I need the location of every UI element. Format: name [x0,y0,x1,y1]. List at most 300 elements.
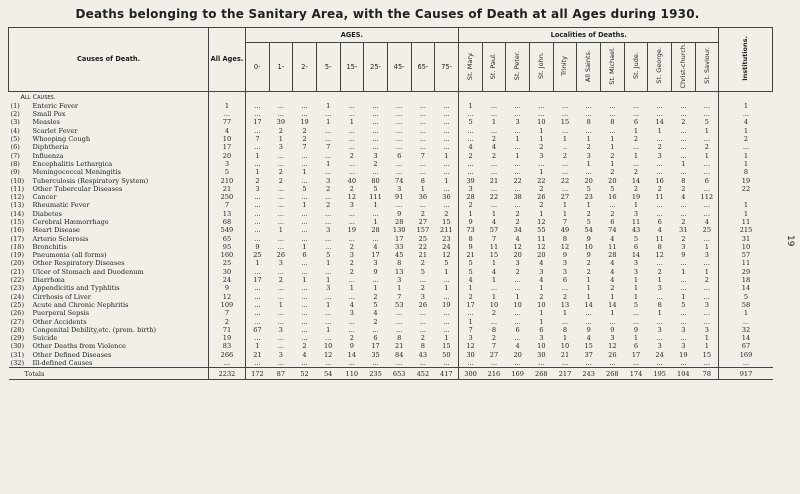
value-cell: 2 [681,234,686,243]
value-cell: 1 [255,151,260,160]
value-cell: ... [514,276,521,285]
value-cell: ... [325,309,332,318]
value-cell: 109 [209,301,246,309]
header-age-8: 75- [435,43,459,92]
cause-name: Ulcer of Stomach and Duodenum [32,267,144,276]
value-cell: ... [435,102,459,110]
value-cell: ... [435,326,459,334]
value-cell: 216 [482,368,506,380]
cause-cell [9,342,209,350]
value-cell: 2 [681,217,686,226]
value-cell: 3 [586,151,591,160]
value-cell: 1 [255,259,260,268]
value-cell: 20 [513,251,522,260]
value-cell: ... [656,135,663,144]
cause-cell [9,226,209,234]
value-cell: 160 [209,251,246,259]
value-cell: 1 [491,276,497,285]
value-cell: ... [348,234,355,243]
value-cell: 11 [489,242,499,251]
cause-name: Enteric Fever [32,101,79,110]
table-row [9,210,773,218]
value-cell: ... [609,110,616,119]
header-age-5: 25- [364,43,388,92]
value-cell: 15 [435,342,459,350]
value-cell: 4 [302,350,307,359]
group-label: All Causes. [9,91,209,102]
value-cell: ... [680,168,687,177]
value-cell: 3 [373,259,378,268]
value-cell: 13 [209,210,246,218]
cause-name: Rheumatic Fever [32,201,90,210]
value-cell: ... [419,101,427,110]
cause-name: Measles [32,118,60,127]
value-cell: 50 [435,351,459,359]
value-cell: 6 [373,334,378,343]
value-cell: 1 [610,143,615,152]
value-cell: 4 [491,217,497,226]
value-cell: ... [435,143,459,151]
value-cell: 40 [347,176,357,185]
value-cell: 2 [468,151,473,160]
value-cell: 4 [695,218,719,226]
table-row [9,201,773,209]
value-cell: 2 [515,267,520,276]
value-cell: 1 [302,242,307,251]
value-cell: 1 [743,126,749,135]
value-cell: 43 [418,350,428,359]
value-cell: 452 [411,368,435,380]
value-cell: 3 [397,276,402,285]
value-cell: 25 [695,226,719,234]
value-cell: 1 [695,152,719,160]
value-cell: ... [372,143,379,152]
value-cell: 300 [458,368,482,380]
value-cell: ... [277,217,284,226]
value-cell: 2 [420,259,425,268]
value-cell: 14 [741,334,751,343]
table-row [9,342,773,350]
value-cell: 2 [373,159,378,168]
cause-cell [9,152,209,160]
header-locality-5: All Saints. [577,43,601,92]
value-cell: 2 [468,292,473,301]
value-cell: 1 [586,292,591,301]
value-cell: 5 [209,168,246,176]
value-cell: 4 [657,226,662,235]
value-cell: 11 [741,217,751,226]
value-cell: ... [301,193,308,202]
value-cell: 3 [681,242,686,251]
value-cell: 78 [695,368,719,380]
value-cell: 2 [633,168,639,177]
value-cell: ... [372,276,379,285]
cause-cell [9,284,209,292]
value-cell: 12 [560,242,570,251]
value-cell: ... [396,159,403,168]
value-cell: 1 [255,342,260,351]
value-cell: 3 [695,251,719,259]
value-cell: 2 [515,217,520,226]
value-cell: 3 [657,325,662,334]
value-cell: 1 [435,177,459,185]
value-cell: ... [325,242,332,251]
value-cell: ... [209,110,246,118]
value-cell: 25 [253,251,262,260]
value-cell: 83 [209,342,246,350]
value-cell: 19 [435,301,459,309]
value-cell: 6 [657,217,662,226]
value-cell: 34 [513,226,522,235]
value-cell: ... [396,317,403,326]
value-cell: 24 [209,276,246,284]
cause-number: (21) [10,267,25,276]
cause-cell [9,177,209,185]
value-cell: ... [396,110,403,119]
value-cell: ... [301,217,308,226]
value-cell: 8 [610,118,615,127]
cause-number: (13) [10,201,25,210]
value-cell: ... [277,317,284,326]
value-cell: 10 [513,300,522,309]
value-cell: 2 [209,318,246,326]
value-cell: 25 [209,259,246,267]
cause-number: (27) [10,317,25,326]
value-cell: 2 [539,184,544,193]
table-row [9,118,773,126]
value-cell: 3 [278,350,283,359]
value-cell: 4 [209,127,246,135]
value-cell: 15 [695,351,719,359]
value-cell: 4 [491,143,497,152]
value-cell: 1 [586,201,591,210]
value-cell: 3 [468,184,473,193]
value-cell: 5 [420,267,425,276]
value-cell: 1 [326,118,331,127]
value-cell: ... [680,110,687,119]
table-row [9,243,773,251]
value-cell: 2 [657,143,662,152]
value-cell: ... [277,184,284,193]
value-cell: 12 [209,293,246,301]
value-cell: 16 [655,176,664,185]
value-cell: ... [585,168,592,177]
value-cell: ... [254,110,261,119]
value-cell: 28 [371,226,380,235]
value-cell: 14 [741,284,751,293]
cause-cell [9,168,209,176]
value-cell: ... [325,317,332,326]
value-cell: 8 [562,325,568,334]
value-cell: 4 [743,118,749,127]
value-cell: 2 [278,126,283,135]
value-cell: ... [254,217,261,226]
cause-cell [9,243,209,251]
cause-number: (29) [10,334,25,343]
cause-number: (24) [10,292,25,301]
value-cell: 30 [537,350,546,359]
value-cell: 250 [209,193,246,201]
value-cell: ... [680,259,687,268]
value-cell: 4 [515,234,520,243]
value-cell: 1 [562,201,568,210]
cause-cell [9,185,209,193]
value-cell: ... [277,159,284,168]
value-cell: ... [396,118,403,127]
value-cell: ... [325,168,332,177]
value-cell: 5 [373,300,378,309]
cause-name: Pneumonia (all forms) [32,251,107,260]
value-cell: 2 [681,118,686,127]
cause-number: (25) [10,300,25,309]
value-cell: 3 [633,259,639,268]
value-cell: 8 [420,176,425,185]
value-cell: ... [419,276,427,285]
value-cell: 21 [466,251,475,260]
value-cell: 417 [435,368,459,380]
header-all-ages: All Ages. [209,28,246,92]
value-cell: ... [372,168,379,177]
value-cell: ... [514,101,521,110]
value-cell: 1 [695,334,719,342]
value-cell: 111 [369,193,382,202]
value-cell: 2 [255,176,260,185]
value-cell: 4 [349,300,354,309]
value-cell: ... [419,110,427,119]
value-cell: 3 [397,184,402,193]
value-cell: ... [301,309,308,318]
value-cell: 17 [371,251,380,260]
value-cell: ... [632,159,640,168]
value-cell: 2 [349,184,354,193]
value-cell: ... [277,201,284,210]
value-cell: 1 [657,309,662,318]
value-cell: 1 [657,126,662,135]
value-cell: 38 [513,193,522,202]
cause-cell [9,251,209,259]
value-cell: 21 [418,251,428,260]
value-cell: 1 [633,292,639,301]
value-cell: 10 [323,342,333,351]
value-cell: 1 [326,300,331,309]
table-row [9,127,773,135]
value-cell: ... [301,325,308,334]
value-cell: ... [695,185,719,193]
value-cell: ... [656,359,663,368]
value-cell: ... [490,184,498,193]
value-cell: ... [609,101,616,110]
value-cell: 4 [539,276,544,285]
value-cell: ... [656,209,663,218]
value-cell: 31 [679,226,688,235]
value-cell: 1 [743,151,749,160]
cause-cell [9,301,209,309]
cause-number: (30) [10,342,25,351]
value-cell: 3 [610,334,615,343]
value-cell: ... [372,126,379,135]
value-cell: ... [742,317,750,326]
value-cell: ... [254,334,261,343]
cause-cell [9,334,209,342]
value-cell: 22 [741,184,751,193]
value-cell: ... [656,110,663,119]
table-row [9,351,773,359]
value-cell: 8 [681,176,686,185]
value-cell: ... [695,318,719,326]
value-cell: 1 [695,342,719,350]
value-cell: 21 [489,176,499,185]
value-cell: ... [372,209,379,218]
value-cell: ... [396,359,403,368]
value-cell: ... [585,126,592,135]
value-cell: ... [695,168,719,176]
header-locality-7: St. Jude. [624,43,648,92]
value-cell: ... [325,234,332,243]
value-cell: ... [325,126,332,135]
cause-number: (1) [10,101,20,110]
table-row [9,309,773,317]
value-cell: ... [396,309,403,318]
value-cell: 8 [397,334,402,343]
value-cell: 29 [741,267,751,276]
header-causes: Causes of Death. [9,28,209,92]
value-cell: 17 [253,118,262,127]
value-cell: 54 [584,226,593,235]
value-cell: 9 [633,325,639,334]
value-cell: ... [435,293,459,301]
value-cell: 28 [395,217,404,226]
value-cell: 2 [326,184,331,193]
value-cell: ... [396,168,403,177]
value-cell: 13 [560,300,570,309]
value-cell: ... [348,101,355,110]
cause-name: Scarlet Fever [32,126,78,135]
value-cell: 1 [326,159,331,168]
value-cell: 6 [539,325,544,334]
cause-name: Arterio Sclerosis [32,234,89,243]
value-cell: ... [254,126,261,135]
value-cell: ... [585,317,592,326]
table-row [9,143,773,151]
value-cell: 2 [586,267,591,276]
value-cell: 26 [418,300,428,309]
value-cell: 1 [743,209,749,218]
cause-number: (31) [10,350,25,359]
value-cell: ... [467,135,474,144]
value-cell: 6 [515,325,520,334]
value-cell: ... [277,334,284,343]
cause-number: (17) [10,234,25,243]
cause-number: (18) [10,242,25,251]
value-cell: ... [695,235,719,243]
value-cell: ... [277,242,284,251]
value-cell: 7 [326,143,331,152]
value-cell: 1 [326,276,331,285]
value-cell: 9 [397,209,402,218]
cause-name: Cerebral Hæmorrhage [32,217,109,226]
cause-name: Suicide [32,334,58,343]
cause-name: Encephalitis Lethargica [32,159,113,168]
value-cell: ... [435,309,459,317]
value-cell: 91 [395,193,404,202]
value-cell: 20 [513,350,522,359]
value-cell: ... [419,143,427,152]
value-cell: 2 [491,151,497,160]
value-cell: 43 [631,226,641,235]
value-cell: ... [396,126,403,135]
header-locality-8: St. George. [648,43,672,92]
value-cell: 19 [741,176,751,185]
value-cell: 1 [539,284,544,293]
cause-cell [9,235,209,243]
value-cell: 1 [435,152,459,160]
cause-number: (2) [10,110,20,119]
header-institutions: Institutions. [719,28,773,92]
value-cell: 22 [489,193,499,202]
value-cell: 549 [209,226,246,234]
value-cell: ... [467,359,474,368]
value-cell: 8 [562,234,568,243]
value-cell: ... [680,334,687,343]
value-cell: ... [301,334,308,343]
value-cell: 21 [560,350,570,359]
value-cell: 12 [466,342,475,351]
value-cell: ... [561,284,569,293]
value-cell: 20 [537,251,546,260]
value-cell: 1 [695,268,719,276]
value-cell: ... [680,276,687,285]
value-cell: 266 [209,351,246,359]
value-cell: 3 [539,334,544,343]
value-cell: 14 [608,300,617,309]
value-cell: ... [538,359,545,368]
value-cell: 95 [209,243,246,251]
value-cell: ... [467,309,474,318]
header-age-6: 45- [387,43,411,92]
table-row [9,284,773,292]
value-cell: ... [680,101,687,110]
value-cell: ... [695,293,719,301]
value-cell: 68 [209,218,246,226]
value-cell: ... [301,151,308,160]
value-cell: 2 [610,209,615,218]
header-locality-1: St. Paul. [482,43,506,92]
value-cell: 25 [418,234,428,243]
value-cell: ... [656,201,663,210]
value-cell: 23 [435,235,459,243]
value-cell: ... [632,359,640,368]
table-row [9,160,773,168]
value-cell: 6 [633,242,639,251]
value-cell: ... [372,101,379,110]
value-cell: 5 [633,234,639,243]
value-cell: 5 [610,184,615,193]
value-cell: 2 [633,184,639,193]
value-cell: 11 [537,234,546,243]
value-cell: 9 [562,251,568,260]
value-cell: 6 [633,342,639,351]
cause-cell [9,276,209,284]
value-cell: 19 [300,118,309,127]
value-cell: 2 [302,135,307,144]
value-cell: ... [254,317,261,326]
value-cell: 243 [577,368,601,380]
table-row [9,110,773,118]
value-cell: 5 [468,267,473,276]
value-cell: 28 [608,251,617,260]
value-cell: ... [561,110,569,119]
value-cell: 2 [302,342,307,351]
